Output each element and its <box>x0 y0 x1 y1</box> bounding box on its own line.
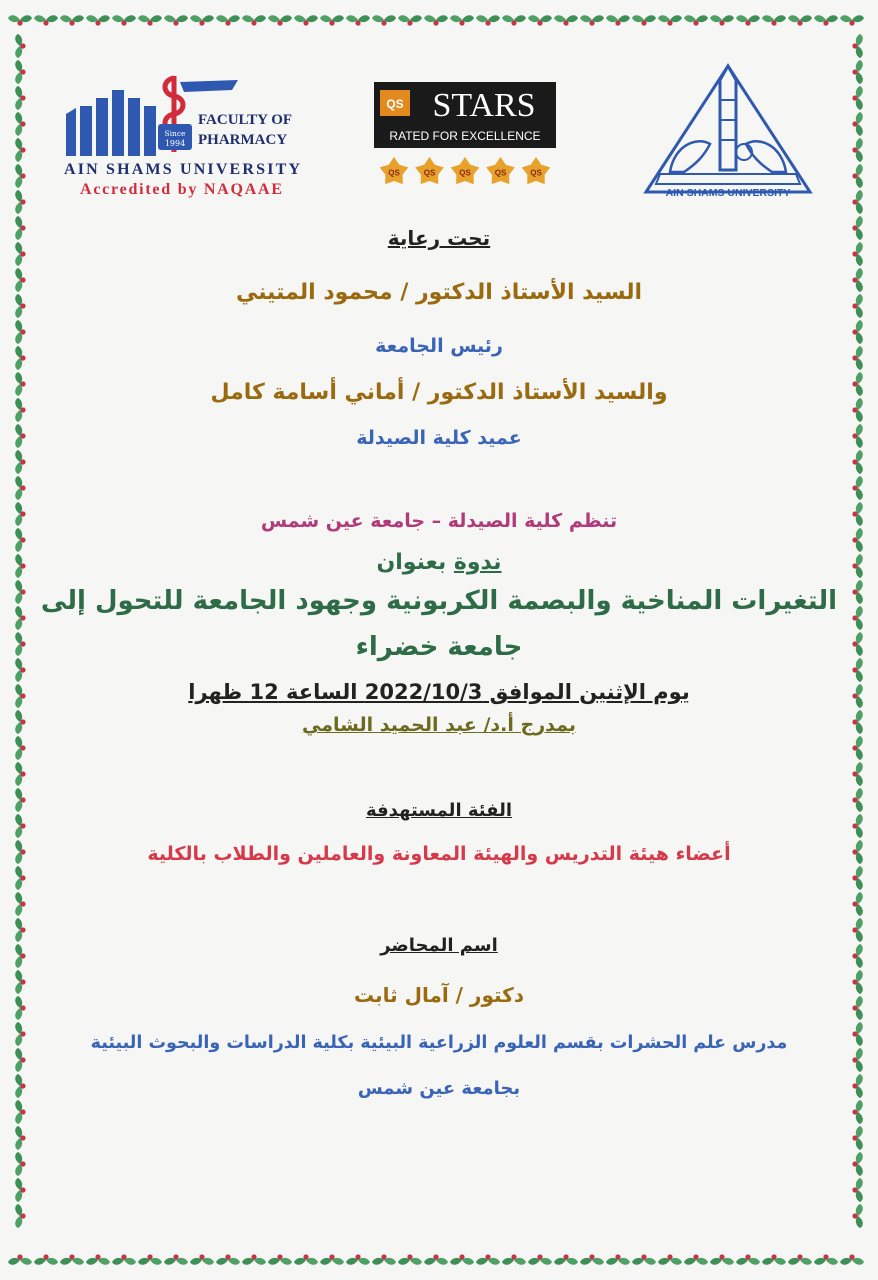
holly-ornament <box>840 1254 864 1264</box>
holly-ornament <box>852 1048 862 1072</box>
holly-ornament <box>852 1126 862 1150</box>
holly-ornament <box>346 15 370 25</box>
holly-ornament <box>15 424 25 448</box>
holly-ornament <box>15 528 25 552</box>
holly-ornament <box>15 138 25 162</box>
holly-ornament <box>852 970 862 994</box>
holly-ornament <box>216 1254 240 1264</box>
holly-ornament <box>15 606 25 630</box>
holly-ornament <box>580 15 604 25</box>
lecturer-title-line2: بجامعة عين شمس <box>357 1078 521 1099</box>
holly-ornament <box>528 1254 552 1264</box>
holly-ornament <box>8 1254 32 1264</box>
holly-ornament <box>268 1254 292 1264</box>
holly-ornament <box>852 1204 862 1228</box>
holly-ornament <box>658 1254 682 1264</box>
holly-ornament <box>15 268 25 292</box>
holly-ornament <box>15 112 25 136</box>
seminar-word: ندوة <box>453 550 502 575</box>
audience-text: أعضاء هيئة التدريس والهيئة المعاونة والعاملين والطلاب بالكلية <box>147 843 731 865</box>
holly-ornament <box>852 164 862 188</box>
holly-ornament <box>15 1178 25 1202</box>
qs-stars-logo <box>372 80 558 192</box>
qs-star-label: QS <box>423 168 436 178</box>
holly-ornament <box>15 892 25 916</box>
holly-ornament <box>814 15 838 25</box>
holly-ornament <box>852 1152 862 1176</box>
holly-ornament <box>15 1152 25 1176</box>
seminar-label <box>40 550 838 575</box>
emblem-caption: AIN SHAMS UNIVERSITY <box>665 187 791 199</box>
holly-ornament <box>164 1254 188 1264</box>
holly-ornament <box>852 138 862 162</box>
holly-ornament <box>736 1254 760 1264</box>
holly-ornament <box>852 112 862 136</box>
holly-ornament <box>34 1254 58 1264</box>
audience-heading: الفئة المستهدفة <box>365 800 513 821</box>
holly-ornament <box>190 1254 214 1264</box>
holly-ornament <box>15 476 25 500</box>
holly-ornament <box>242 1254 266 1264</box>
holly-ornament <box>398 15 422 25</box>
holly-ornament <box>814 1254 838 1264</box>
holly-ornament <box>852 502 862 526</box>
holly-ornament <box>15 710 25 734</box>
lecturer-title-line1: مدرس علم الحشرات بقسم العلوم الزراعية البيئية بكلية الدراسات والبحوث البيئية <box>90 1033 788 1053</box>
holly-ornament <box>15 1074 25 1098</box>
holly-ornament <box>15 944 25 968</box>
faculty-of-pharmacy-logo <box>62 72 312 202</box>
holly-ornament <box>15 580 25 604</box>
holly-ornament <box>15 1048 25 1072</box>
qs-star-label: QS <box>530 168 542 178</box>
holly-ornament <box>852 736 862 760</box>
holly-ornament <box>606 15 630 25</box>
holly-ornament <box>852 892 862 916</box>
since-label: Since <box>164 129 186 138</box>
dean-name: والسيد الأستاذ الدكتور / أماني أسامة كامل <box>210 380 668 405</box>
holly-ornament <box>15 632 25 656</box>
holly-ornament <box>736 15 760 25</box>
holly-ornament <box>60 15 84 25</box>
lecturer-name: دكتور / آمال ثابت <box>353 983 525 1007</box>
holly-ornament <box>852 242 862 266</box>
holly-ornament <box>34 15 58 25</box>
holly-ornament <box>852 190 862 214</box>
holly-ornament <box>15 1126 25 1150</box>
holly-ornament <box>294 1254 318 1264</box>
holly-ornament <box>15 866 25 890</box>
since-year: 1994 <box>164 139 186 148</box>
holly-ornament <box>852 476 862 500</box>
faculty-line1: FACULTY OF <box>198 112 293 128</box>
holly-ornament <box>710 15 734 25</box>
holly-ornament <box>15 164 25 188</box>
holly-ornament <box>15 1204 25 1228</box>
holly-ornament <box>852 918 862 942</box>
holly-ornament <box>852 398 862 422</box>
holly-ornament <box>15 398 25 422</box>
stars-title: STARS <box>432 87 536 124</box>
holly-ornament <box>852 346 862 370</box>
holly-ornament <box>852 762 862 786</box>
holly-ornament <box>15 34 25 58</box>
holly-ornament <box>852 320 862 344</box>
holly-ornament <box>852 944 862 968</box>
holly-ornament <box>852 424 862 448</box>
holly-ornament <box>15 1022 25 1046</box>
under-patronage-heading: تحت رعاية <box>387 226 491 250</box>
holly-ornament <box>788 15 812 25</box>
holly-ornament <box>840 15 864 25</box>
ain-shams-university-emblem <box>640 60 816 200</box>
accreditation-text: Accredited by NAQAAE <box>80 181 282 198</box>
holly-ornament <box>852 710 862 734</box>
holly-ornament <box>852 554 862 578</box>
holly-ornament <box>658 15 682 25</box>
holly-ornament <box>15 346 25 370</box>
seminar-suffix: بعنوان <box>376 550 454 575</box>
holly-ornament <box>476 1254 500 1264</box>
holly-ornament <box>372 1254 396 1264</box>
holly-ornament <box>606 1254 630 1264</box>
holly-ornament <box>15 554 25 578</box>
holly-ornament <box>15 840 25 864</box>
holly-ornament <box>852 372 862 396</box>
qs-star-label: QS <box>388 168 400 178</box>
holly-ornament <box>138 1254 162 1264</box>
holly-ornament <box>268 15 292 25</box>
holly-ornament <box>320 1254 344 1264</box>
holly-ornament <box>15 918 25 942</box>
holly-ornament <box>15 762 25 786</box>
holly-ornament <box>684 1254 708 1264</box>
holly-ornament <box>190 15 214 25</box>
holly-ornament <box>86 1254 110 1264</box>
holly-ornament <box>852 294 862 318</box>
holly-ornament <box>852 1074 862 1098</box>
faculty-line2: PHARMACY <box>198 132 288 148</box>
holly-ornament <box>320 15 344 25</box>
holly-ornament <box>15 996 25 1020</box>
holly-ornament <box>450 1254 474 1264</box>
holly-ornament <box>15 502 25 526</box>
holly-ornament <box>15 1100 25 1124</box>
holly-ornament <box>15 294 25 318</box>
holly-ornament <box>852 528 862 552</box>
holly-ornament <box>852 60 862 84</box>
university-name: AIN SHAMS UNIVERSITY <box>64 161 300 178</box>
holly-ornament <box>424 15 448 25</box>
holly-ornament <box>15 814 25 838</box>
holly-ornament <box>554 15 578 25</box>
holly-ornament <box>762 1254 786 1264</box>
holly-ornament <box>15 684 25 708</box>
holly-ornament <box>15 190 25 214</box>
holly-ornament <box>15 60 25 84</box>
holly-ornament <box>112 1254 136 1264</box>
holly-ornament <box>15 320 25 344</box>
holly-ornament <box>15 372 25 396</box>
holly-ornament <box>424 1254 448 1264</box>
holly-ornament <box>852 658 862 682</box>
holly-ornament <box>15 788 25 812</box>
holly-ornament <box>8 15 32 25</box>
holly-ornament <box>15 86 25 110</box>
holly-ornament <box>852 1022 862 1046</box>
holly-ornament <box>15 970 25 994</box>
qs-star-label: QS <box>459 168 471 178</box>
holly-ornament <box>502 1254 526 1264</box>
holly-ornament <box>852 632 862 656</box>
organizer-line: تنظم كلية الصيدلة – جامعة عين شمس <box>260 510 618 532</box>
holly-ornament <box>852 34 862 58</box>
holly-ornament <box>294 15 318 25</box>
seminar-title-line1: التغيرات المناخية والبصمة الكربونية وجهود الجامعة للتحول إلى <box>40 586 838 616</box>
president-name: السيد الأستاذ الدكتور / محمود المتيني <box>235 280 643 305</box>
qs-badge: QS <box>386 97 404 111</box>
holly-ornament <box>346 1254 370 1264</box>
seminar-title-line2: جامعة خضراء <box>355 632 523 662</box>
holly-ornament <box>852 450 862 474</box>
holly-ornament <box>502 15 526 25</box>
holly-ornament <box>632 15 656 25</box>
lecturer-heading: اسم المحاضر <box>380 935 498 956</box>
venue-line: بمدرج أ.د/ عبد الحميد الشامي <box>302 714 576 736</box>
holly-ornament <box>852 86 862 110</box>
holly-ornament <box>15 658 25 682</box>
date-time-line: يوم الإثنين الموافق 2022/10/3 الساعة 12 ظهرا <box>188 680 690 704</box>
holly-ornament <box>852 1178 862 1202</box>
holly-ornament <box>852 216 862 240</box>
holly-ornament <box>632 1254 656 1264</box>
holly-ornament <box>86 15 110 25</box>
holly-ornament <box>164 15 188 25</box>
holly-ornament <box>15 736 25 760</box>
holly-ornament <box>852 996 862 1020</box>
holly-ornament <box>60 1254 84 1264</box>
holly-ornament <box>852 606 862 630</box>
holly-ornament <box>15 242 25 266</box>
holly-ornament <box>852 866 862 890</box>
holly-ornament <box>852 580 862 604</box>
holly-ornament <box>476 15 500 25</box>
holly-ornament <box>762 15 786 25</box>
holly-ornament <box>15 450 25 474</box>
holly-ornament <box>710 1254 734 1264</box>
holly-ornament <box>852 840 862 864</box>
holly-ornament <box>528 15 552 25</box>
holly-ornament <box>852 814 862 838</box>
holly-ornament <box>580 1254 604 1264</box>
holly-ornament <box>852 268 862 292</box>
holly-ornament <box>788 1254 812 1264</box>
holly-ornament <box>15 216 25 240</box>
holly-ornament <box>450 15 474 25</box>
holly-ornament <box>852 1100 862 1124</box>
qs-star-label: QS <box>494 168 507 178</box>
holly-ornament <box>554 1254 578 1264</box>
holly-ornament <box>216 15 240 25</box>
president-title: رئيس الجامعة <box>375 335 503 357</box>
holly-ornament <box>852 684 862 708</box>
dean-title: عميد كلية الصيدلة <box>356 427 522 449</box>
holly-ornament <box>112 15 136 25</box>
holly-ornament <box>398 1254 422 1264</box>
holly-ornament <box>852 788 862 812</box>
stars-subtitle: RATED FOR EXCELLENCE <box>389 129 541 143</box>
holly-ornament <box>138 15 162 25</box>
holly-ornament <box>684 15 708 25</box>
holly-ornament <box>242 15 266 25</box>
holly-ornament <box>372 15 396 25</box>
